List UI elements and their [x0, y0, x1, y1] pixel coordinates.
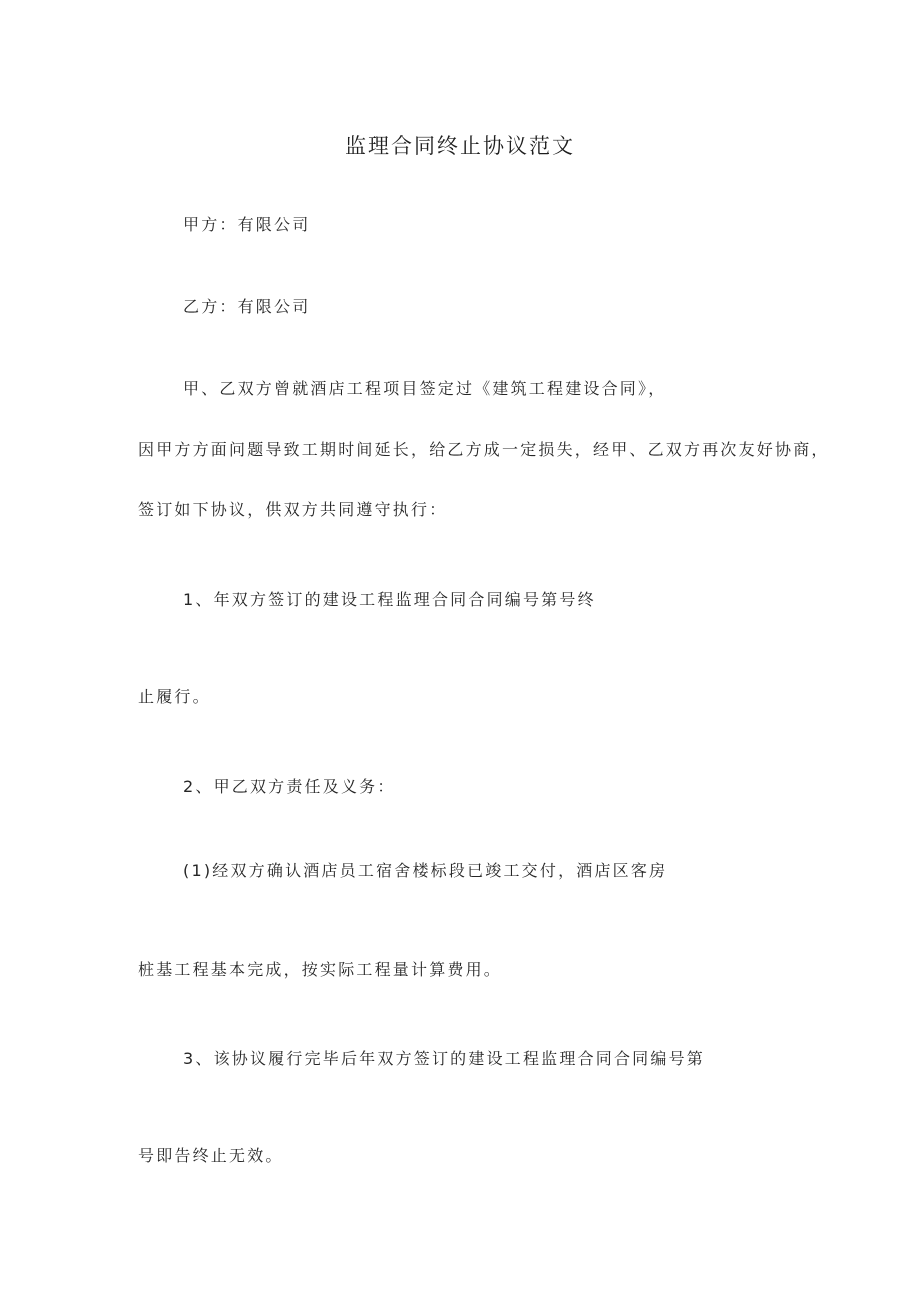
intro-line-3: 签订如下协议，供双方共同遵守执行：	[138, 500, 448, 519]
clause-3-line-2: 号即告终止无效。	[138, 1146, 284, 1165]
intro-line-2: 因甲方方面问题导致工期时间延长，给乙方成一定损失，经甲、乙双方再次友好协商，	[138, 440, 830, 459]
clause-3-line-1: 3、该协议履行完毕后年双方签订的建设工程监理合同合同编号第	[183, 1049, 705, 1068]
clause-2-item-1-line-1: (1)经双方确认酒店员工宿舍楼标段已竣工交付，酒店区客房	[183, 861, 668, 880]
intro-line-1: 甲、乙双方曾就酒店工程项目签定过《建筑工程建设合同》，	[183, 379, 667, 398]
party-b-line: 乙方：有限公司	[183, 297, 311, 316]
party-a-line: 甲方：有限公司	[183, 215, 311, 234]
clause-1-line-2: 止履行。	[138, 687, 211, 706]
clause-2-heading: 2、甲乙双方责任及义务：	[183, 777, 396, 796]
clause-1-line-1: 1、年双方签订的建设工程监理合同合同编号第号终	[183, 590, 596, 609]
clause-2-item-1-line-2: 桩基工程基本完成，按实际工程量计算费用。	[138, 960, 503, 979]
document-title: 监理合同终止协议范文	[345, 134, 575, 158]
